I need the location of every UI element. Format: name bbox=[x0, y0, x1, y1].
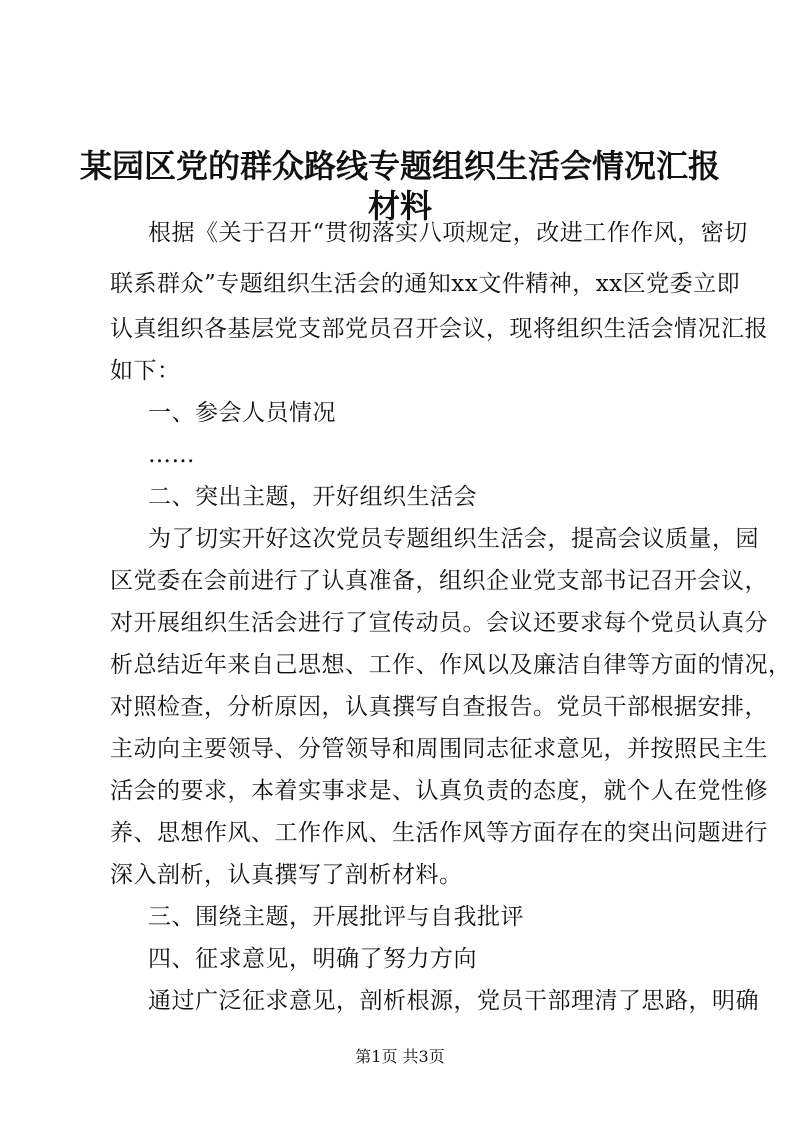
section-heading-1: 一、参会人员情况 bbox=[148, 400, 336, 426]
body-line-13: 深入剖析，认真撰写了剖析材料。 bbox=[110, 862, 463, 888]
body-line-6: 区党委在会前进行了认真准备，组织企业党支部书记召开会议， bbox=[110, 568, 768, 594]
body-line-5: 为了切实开好这次党员专题组织生活会，提高会议质量，园 bbox=[148, 526, 759, 552]
body-line-14: 通过广泛征求意见，剖析根源，党员干部理清了思路，明确 bbox=[148, 988, 759, 1014]
document-title-line-2: 材料 bbox=[367, 187, 432, 225]
section-heading-3: 三、围绕主题，开展批评与自我批评 bbox=[148, 904, 524, 930]
body-line-12: 养、思想作风、工作作风、生活作风等方面存在的突出问题进行 bbox=[110, 820, 768, 846]
section-heading-4: 四、征求意见，明确了努力方向 bbox=[148, 946, 477, 972]
document-title-line-1: 某园区党的群众路线专题组织生活会情况汇报 bbox=[80, 147, 721, 185]
body-line-7: 对开展组织生活会进行了宣传动员。会议还要求每个党员认真分 bbox=[110, 610, 768, 636]
body-line-11: 活会的要求，本着实事求是、认真负责的态度，就个人在党性修 bbox=[110, 778, 768, 804]
ellipsis-line: …… bbox=[148, 442, 195, 468]
body-line-3: 认真组织各基层党支部党员召开会议，现将组织生活会情况汇报 bbox=[110, 316, 768, 342]
body-line-2: 联系群众”专题组织生活会的通知xx文件精神，xx区党委立即 bbox=[110, 271, 741, 297]
body-line-4: 如下： bbox=[110, 358, 181, 384]
body-line-1: 根据《关于召开“贯彻落实八项规定，改进工作作风，密切 bbox=[148, 220, 748, 246]
section-heading-2: 二、突出主题，开好组织生活会 bbox=[148, 484, 477, 510]
body-line-9: 对照检查，分析原因，认真撰写自查报告。党员干部根据安排， bbox=[110, 694, 768, 720]
body-line-10: 主动向主要领导、分管领导和周围同志征求意见，并按照民主生 bbox=[110, 736, 768, 762]
body-line-8: 析总结近年来自己思想、工作、作风以及廉洁自律等方面的情况， bbox=[110, 652, 792, 678]
page-footer: 第1页 共3页 bbox=[355, 1047, 445, 1066]
